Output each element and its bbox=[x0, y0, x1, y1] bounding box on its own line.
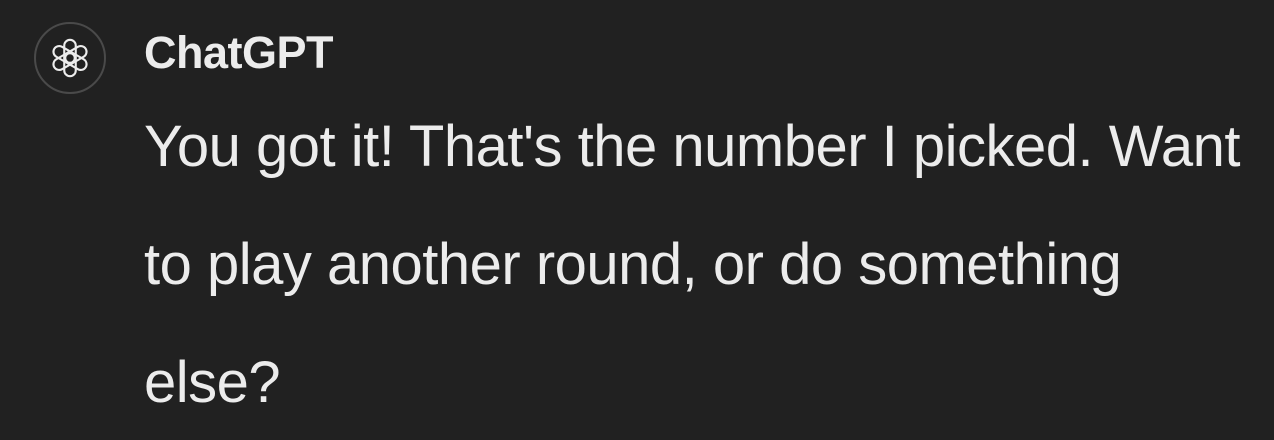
message-author: ChatGPT bbox=[144, 27, 334, 78]
openai-logo-icon bbox=[47, 35, 93, 81]
avatar bbox=[34, 22, 106, 94]
message-text: You got it! That's the number I picked. Want to play another round, or do something else? bbox=[144, 114, 1241, 415]
